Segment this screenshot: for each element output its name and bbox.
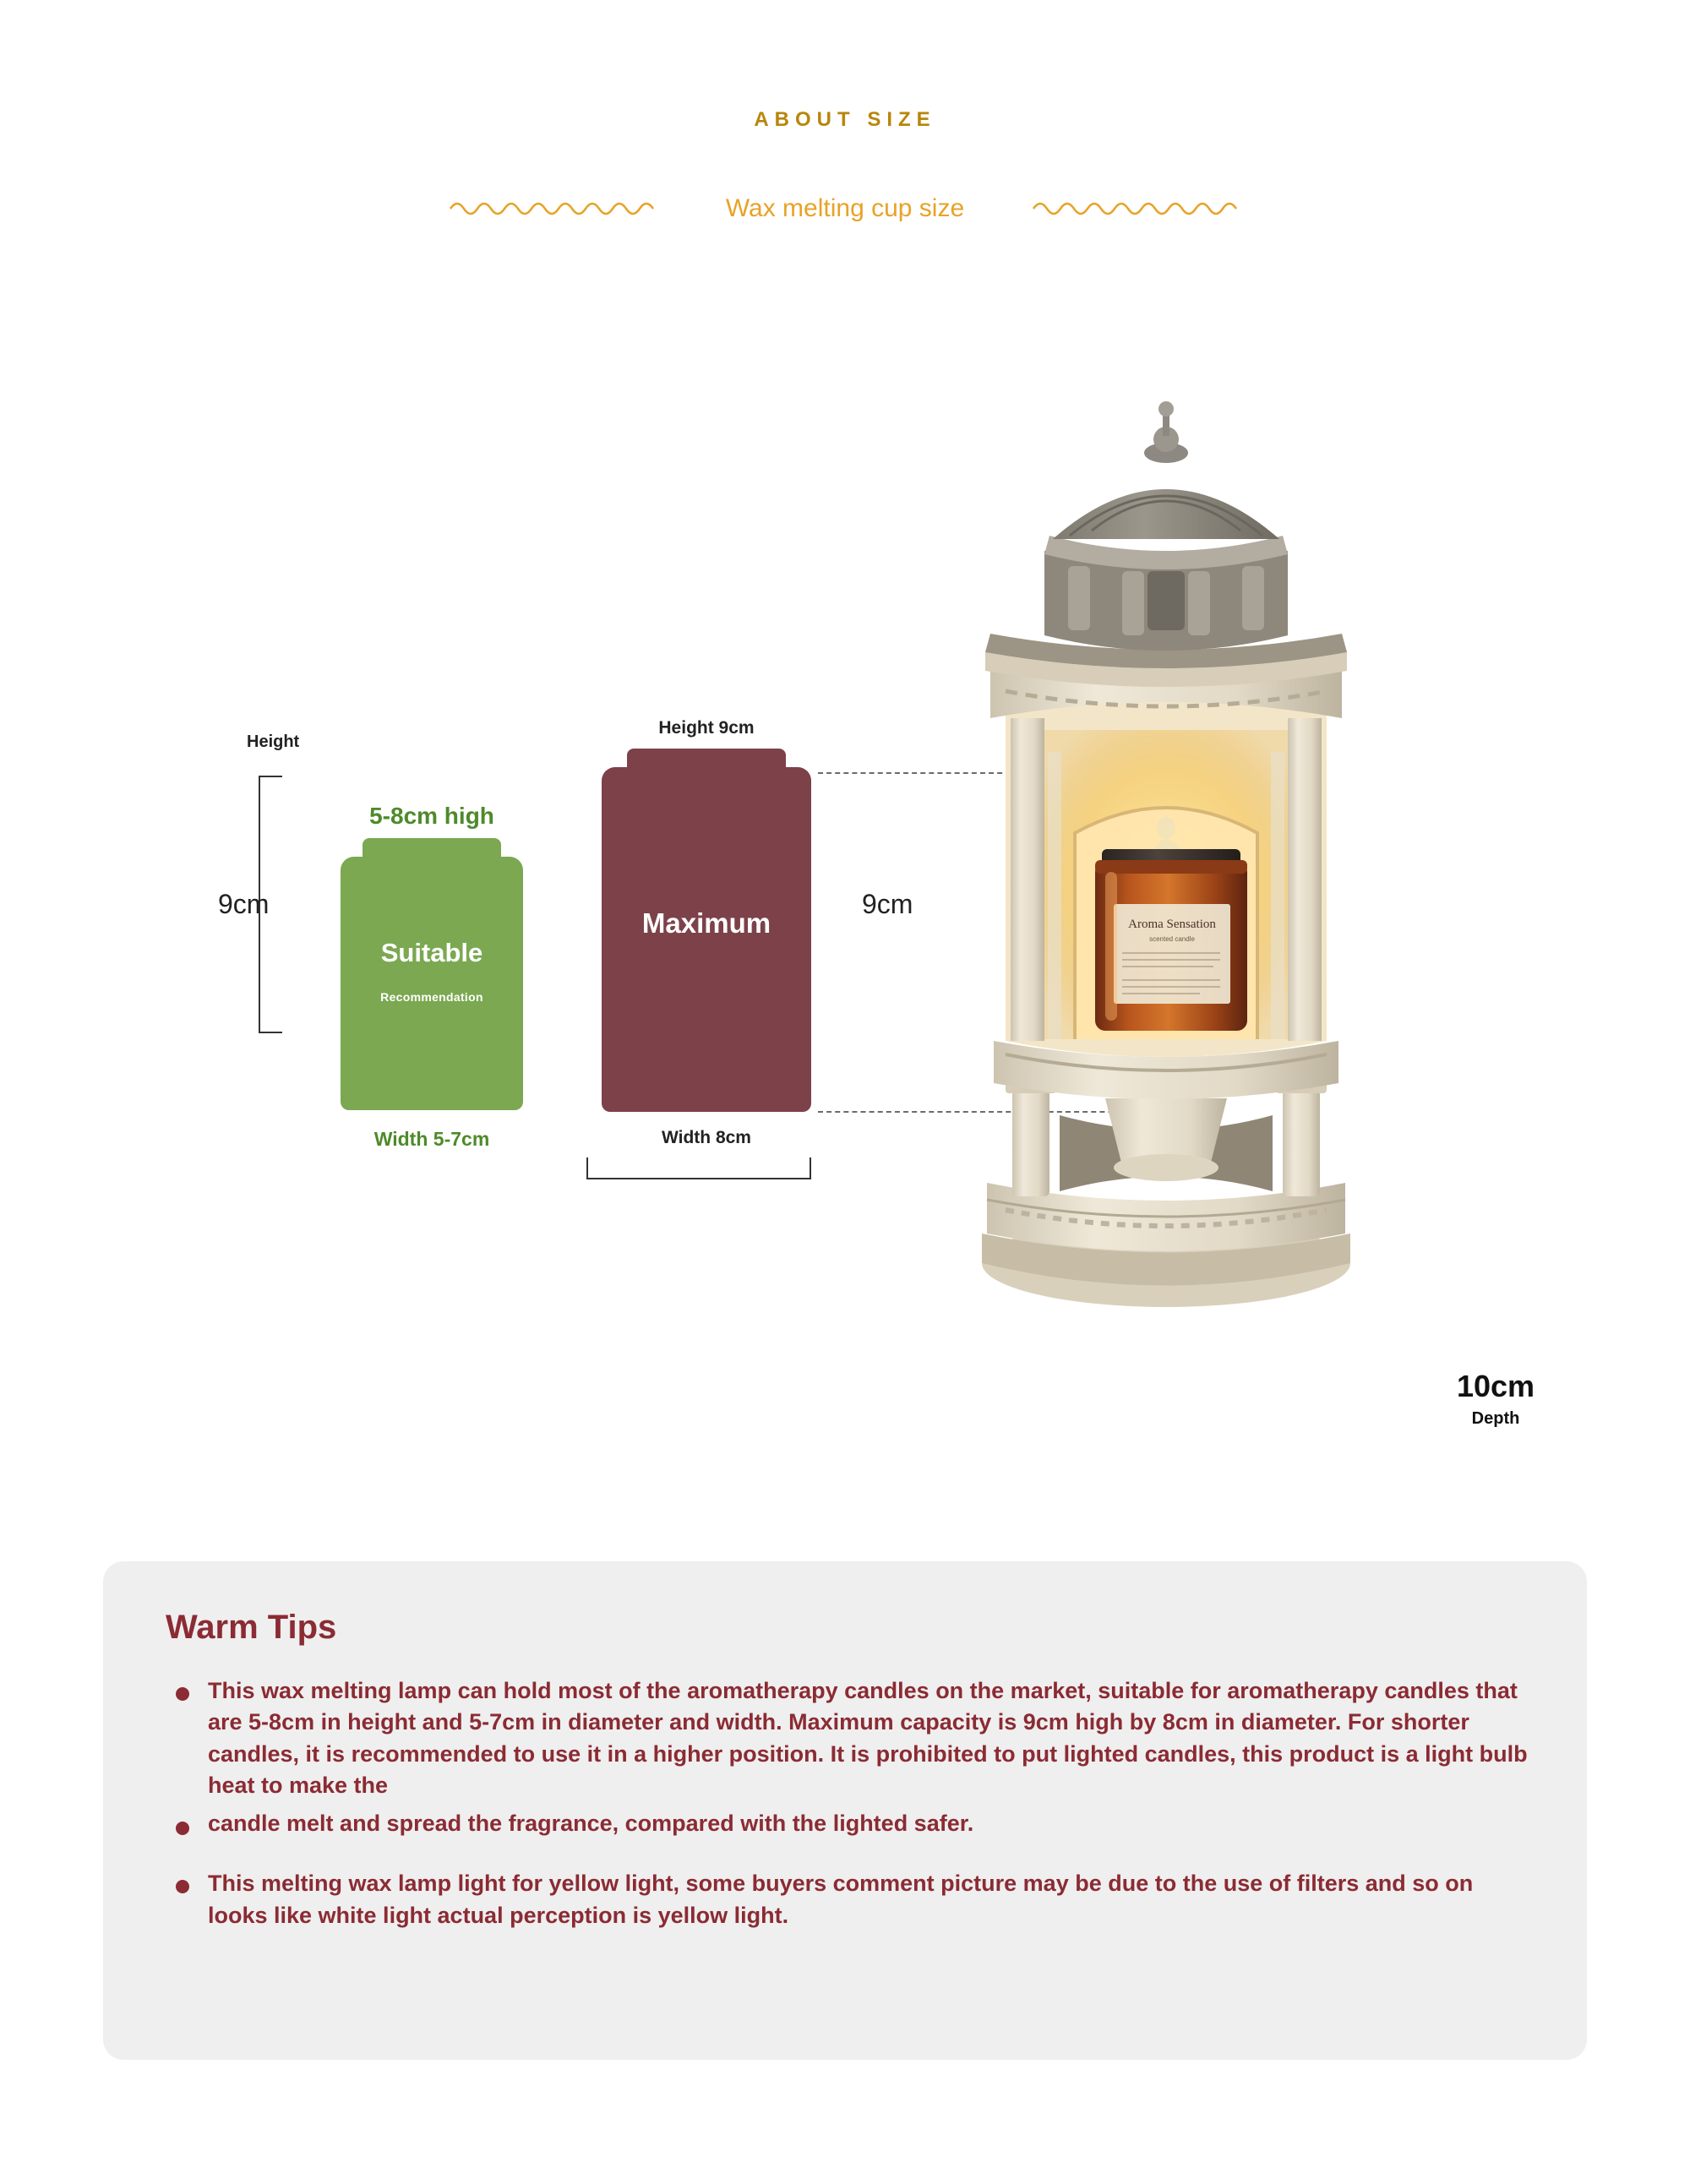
warm-tips-title: Warm Tips — [166, 1609, 337, 1646]
depth-value: 10cm — [1456, 1369, 1535, 1403]
maximum-cup-neck — [627, 749, 786, 771]
maximum-cup-height-value: 9cm — [862, 889, 913, 919]
warm-tip-text: This wax melting lamp can hold most of the aromatherapy candles on the market, suitable for aromatherapy candles that are 5-8cm in height and 5-7cm in diameter and width. Maximum capacity is 9cm high by 8cm in diameter. For shorter candles, it is recommended to use it in a higher position. It is prohibited to put lighted candles, this product is a light bulb heat to make the — [208, 1678, 1528, 1798]
subtitle-text: Wax melting cup size — [725, 194, 965, 222]
height-axis-label: Height — [247, 733, 300, 751]
maximum-cup-top-label: Height 9cm — [658, 718, 755, 738]
bullet-icon — [176, 1880, 189, 1893]
wave-decoration-right — [1032, 197, 1241, 221]
bullet-icon — [176, 1687, 189, 1701]
wax-melting-lamp-image — [879, 355, 1453, 1360]
warm-tip-text: candle melt and spread the fragrance, compared with the lighted safer. — [208, 1811, 974, 1836]
suitable-cup-shape — [341, 857, 523, 1110]
warm-tips-panel — [103, 1561, 1587, 2060]
warm-tip-item — [157, 1675, 1533, 1801]
suitable-cup-name: Suitable — [380, 938, 483, 967]
subtitle-row — [0, 188, 1690, 230]
suitable-cup-top-label: 5-8cm high — [369, 803, 494, 829]
maximum-cup-shape — [602, 767, 811, 1112]
candle-label-sub: scented candle — [1149, 935, 1195, 943]
wave-decoration-left — [449, 197, 658, 221]
maximum-cup-name: Maximum — [641, 907, 771, 939]
warm-tip-text: This melting wax lamp light for yellow light, some buyers comment picture may be due to the use of filters and so on looks like white light actual perception is yellow light. — [208, 1871, 1474, 1928]
warm-tip-item — [157, 1868, 1533, 1931]
maximum-cup-width-label: Width 8cm — [662, 1128, 751, 1147]
suitable-cup-width-label: Width 5-7cm — [373, 1128, 490, 1150]
size-diagram — [0, 321, 1690, 1555]
height-axis-value: 9cm — [218, 889, 270, 919]
suitable-cup-neck — [363, 838, 501, 860]
page-eyebrow-title: ABOUT SIZE — [754, 108, 936, 131]
suitable-cup-note: Recommendation — [380, 990, 483, 1004]
candle-label-title: Aroma Sensation — [1128, 918, 1216, 931]
depth-dimension — [1428, 1369, 1563, 1429]
maximum-cup-width-bracket — [586, 1157, 811, 1179]
depth-label: Depth — [1471, 1409, 1520, 1428]
warm-tip-item — [157, 1808, 1533, 1839]
bullet-icon — [176, 1822, 189, 1835]
